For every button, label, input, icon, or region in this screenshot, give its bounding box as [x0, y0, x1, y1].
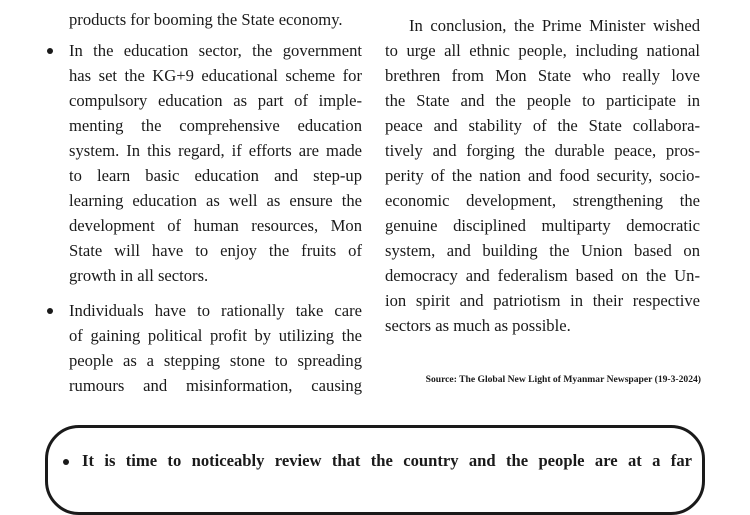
text-line: to urge all ethnic people, including national [385, 41, 700, 60]
text-line: ion spirit and patriotism in their respective [385, 291, 700, 310]
text-line: State will have to enjoy the fruits of [69, 241, 362, 260]
text-line: people as a stepping stone to spreading [69, 351, 362, 370]
source-citation: Source: The Global New Light of Myanmar Newspaper (19-3-2024) [425, 374, 701, 385]
text-line: rumours and misinformation, causing [69, 376, 362, 395]
bullet-icon [47, 48, 53, 54]
text-line: In conclusion, the Prime Minister wished [409, 16, 700, 35]
bullet-icon [47, 308, 53, 314]
text-line: learning education as well as ensure the [69, 191, 362, 210]
text-line: brethren from Mon State who really love [385, 66, 700, 85]
text-line: the State and the people to participate in [385, 91, 700, 110]
text-line: growth in all sectors. [69, 266, 209, 285]
text-line: economic development, strengthening the [385, 191, 700, 210]
text-line: tively and forging the durable peace, pros- [385, 141, 700, 160]
text-line: products for booming the State economy. [69, 10, 343, 29]
text-line: Individuals have to rationally take care [69, 301, 362, 320]
text-line: development of human resources, Mon [69, 216, 362, 235]
text-line: democracy and federalism based on the Un- [385, 266, 700, 285]
text-line: sectors as much as possible. [385, 316, 571, 335]
text-line: In the education sector, the government [69, 41, 362, 60]
text-line: of gaining political profit by utilizing the [69, 326, 362, 345]
text-line: perity of the nation and food security, socio- [385, 166, 700, 185]
text-line: system, and building the Union based on [385, 241, 700, 260]
text-line: menting the comprehensive education [69, 116, 362, 135]
text-line: peace and stability of the State collabora- [385, 116, 700, 135]
callout-text-line: It is time to noticeably review that the country and the people are at a far [82, 451, 692, 470]
text-line: has set the KG+9 educational scheme for [69, 66, 362, 85]
text-line: compulsory education as part of imple- [69, 91, 362, 110]
text-line: to learn basic education and step-up [69, 166, 362, 185]
text-line: system. In this regard, if efforts are made [69, 141, 362, 160]
text-line: genuine disciplined multiparty democratic [385, 216, 700, 235]
